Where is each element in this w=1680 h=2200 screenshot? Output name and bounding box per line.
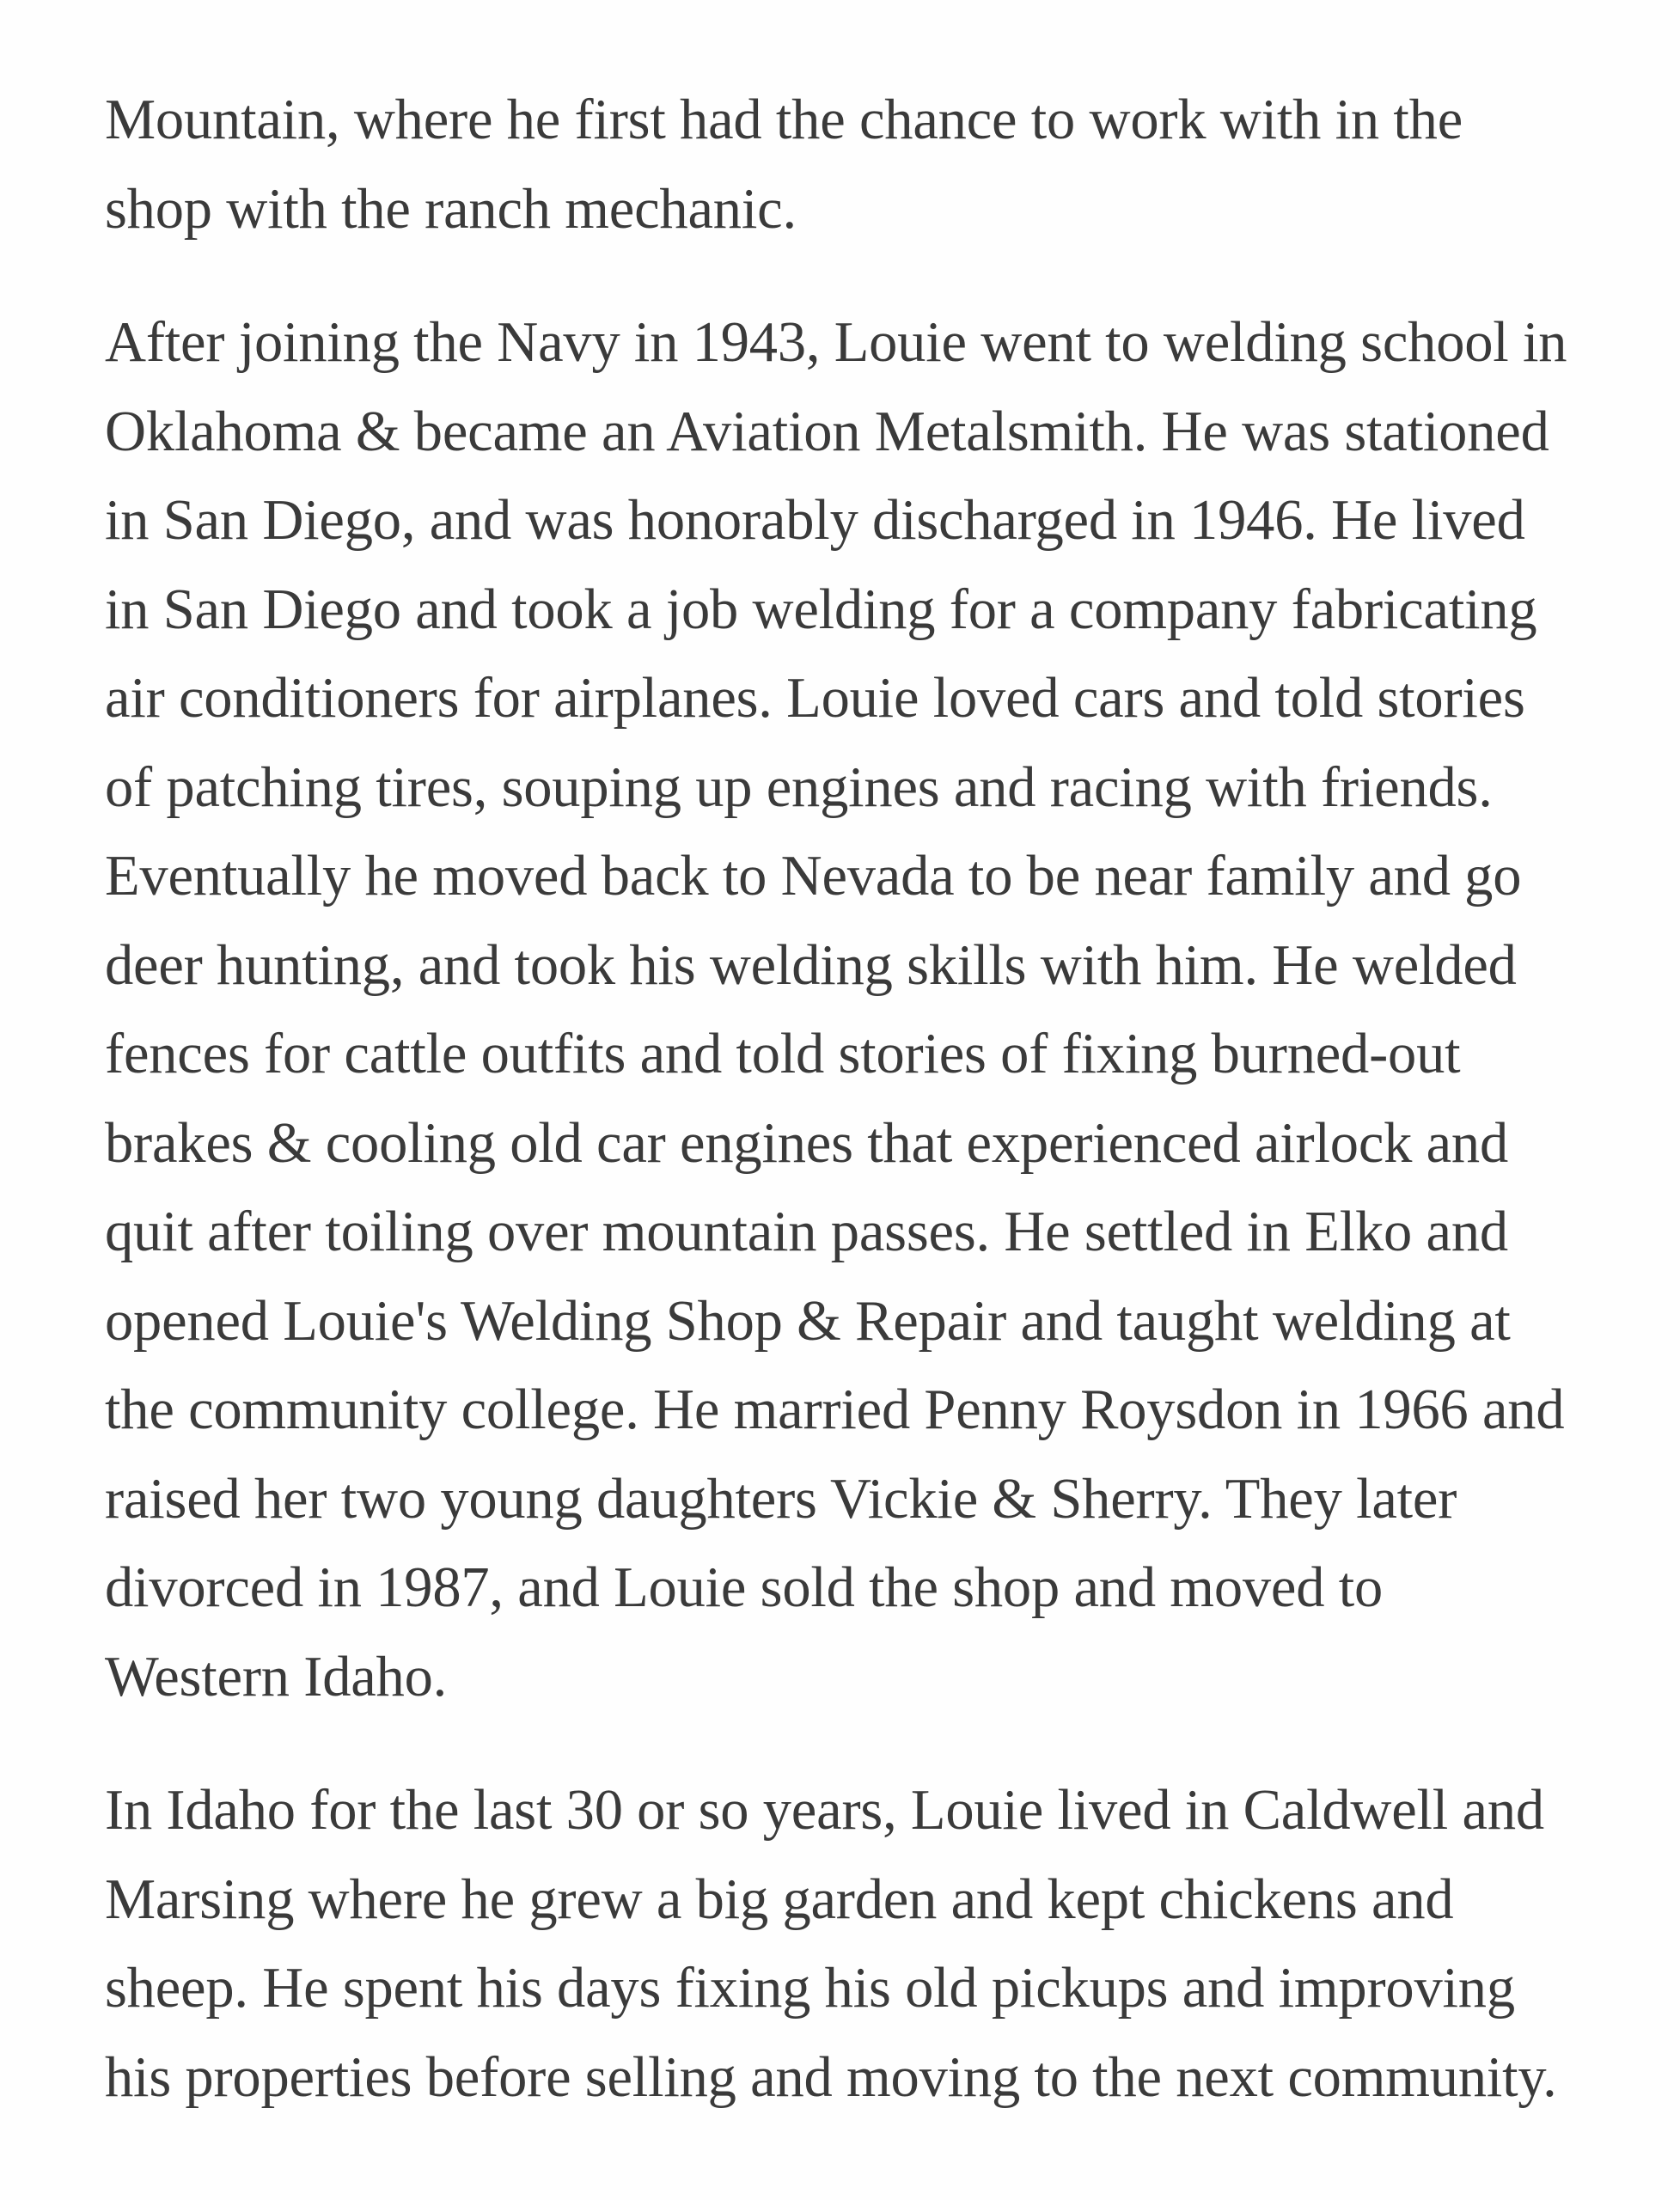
paragraph-1 <box>105 76 1643 254</box>
text-line: deer hunting, and took his welding skills with him. He welded <box>105 933 1517 997</box>
text-line: brakes & cooling old car engines that experienced airlock and <box>105 1111 1509 1175</box>
text-line: sheep. He spent his days fixing his old pickups and improving <box>105 1957 1515 2020</box>
text-line: his properties before selling and moving to the next community. <box>105 2045 1557 2109</box>
paragraph-2 <box>105 298 1643 1721</box>
text-line: the community college. He married Penny Roysdon in 1966 and <box>105 1378 1565 1441</box>
text-line: shop with the ranch mechanic. <box>105 177 797 241</box>
text-line: fences for cattle outfits and told stories of fixing burned-out <box>105 1023 1461 1085</box>
text-line: Western Idaho. <box>105 1645 448 1708</box>
text-line: in San Diego, and was honorably discharged in 1946. He lived <box>105 489 1525 552</box>
text-line: Mountain, where he first had the chance to work with in the <box>105 89 1463 151</box>
text-line: opened Louie's Welding Shop & Repair and taught welding at <box>105 1289 1511 1353</box>
text-line: of patching tires, souping up engines and racing with friends. <box>105 755 1493 819</box>
paragraph-3 <box>105 1766 1643 2122</box>
text-line: Marsing where he grew a big garden and kept chickens and <box>105 1867 1454 1931</box>
text-line: quit after toiling over mountain passes. He settled in Elko and <box>105 1201 1508 1263</box>
text-line: air conditioners for airplanes. Louie loved cars and told stories <box>105 667 1525 730</box>
text-line: in San Diego and took a job welding for a company fabricating <box>105 578 1537 641</box>
text-line: Eventually he moved back to Nevada to be near family and go <box>105 845 1522 908</box>
text-line: Oklahoma & became an Aviation Metalsmith. He was stationed <box>105 400 1549 463</box>
text-line: In Idaho for the last 30 or so years, Louie lived in Caldwell and <box>105 1779 1544 1842</box>
text-line: After joining the Navy in 1943, Louie went to welding school in <box>105 311 1567 374</box>
text-line: divorced in 1987, and Louie sold the shop and moved to <box>105 1556 1384 1619</box>
body-text <box>105 76 1643 2122</box>
text-line: raised her two young daughters Vickie & Sherry. They later <box>105 1467 1457 1531</box>
